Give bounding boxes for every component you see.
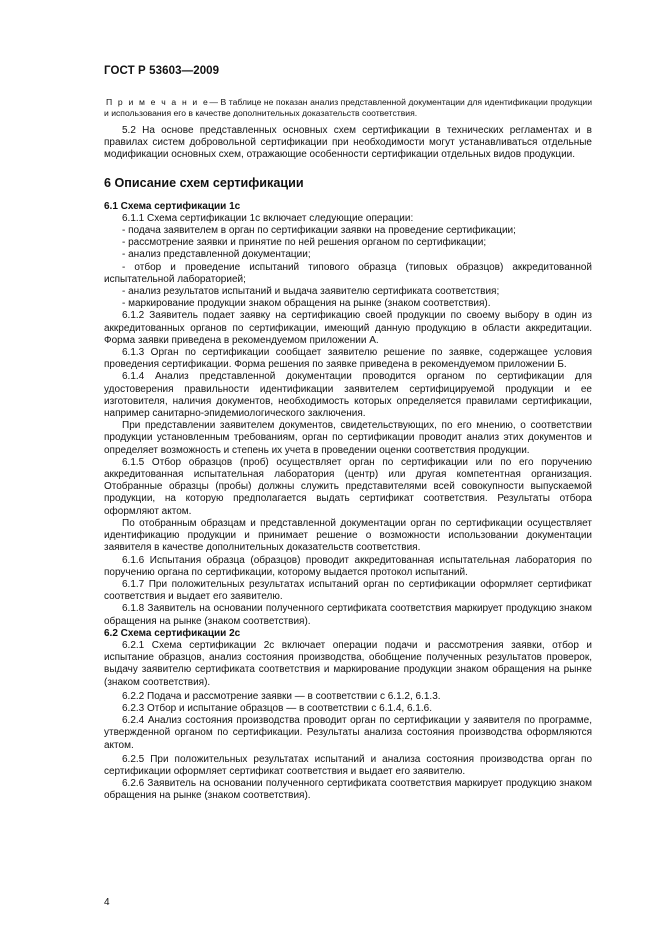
list-item: - отбор и проведение испытаний типового образца (типовых образцов) аккредитованной испытательной лабораторией;: [104, 261, 592, 285]
paragraph-6-1-3: 6.1.3 Орган по сертификации сообщает заявителю решение по заявке, содержащее условия проведения сертификации. Форма решения по заявке приведена в рекомендуемом приложении Б.: [104, 347, 592, 371]
paragraph-6-1-4-continued: При представлении заявителем документов, свидетельствующих, по его мнению, о соответствии продукции установленным требованиям, орган по сертификации проводит анализ этих документов и определяет возможность и степень их учета в проведении оценки соответствия продукции.: [104, 420, 592, 456]
paragraph-6-2-3: 6.2.3 Отбор и испытание образцов — в соответствии с 6.1.4, 6.1.6.: [122, 702, 432, 714]
subsection-heading-6-1: 6.1 Схема сертификации 1с: [104, 200, 241, 212]
paragraph-6-1-7: 6.1.7 При положительных результатах испытаний орган по сертификации оформляет сертификат соответствия и выдает его заявителю.: [104, 578, 592, 603]
list-item: - рассмотрение заявки и принятие по ней решения органом по сертификации;: [122, 237, 487, 249]
document-body: [104, 97, 592, 803]
paragraph-6-2-2: 6.2.2 Подача и рассмотрение заявки — в соответствии с 6.1.2, 6.1.3.: [122, 690, 441, 702]
paragraph-6-1-5-continued: По отобранным образцам и представленной документации орган по сертификации осуществляет идентификацию продукции и принимает решение о возможности использовании документации заявителя в качестве дополнительных доказательств соответствия.: [104, 517, 592, 554]
page-number: 4: [104, 897, 110, 908]
subsection-heading-6-2: 6.2 Схема сертификации 2с: [104, 627, 241, 639]
paragraph-6-1-2: 6.1.2 Заявитель подает заявку на сертификацию своей продукции по своему выбору в один из аккредитованных органов по сертификации, имеющий данную продукцию в области аккредитации. Форма заявки приведена в рекомендуемом приложении А.: [104, 310, 592, 346]
note-text: — В таблице не показан анализ представленной документации для идентификации продукции и использования его в качестве дополнительных доказательств соответствия.: [104, 97, 592, 118]
paragraph-6-2-1: 6.2.1 Схема сертификации 2с включает операции подачи и рассмотрения заявки, отбор и испытание образцов, анализ состояния производства, обобщение полученных результатов проверок, выдачу заявителю сертификата соответствия и маркирование продукции знаком обращения на рынке (знаком соответствия).: [104, 639, 592, 688]
paragraph-6-2-4: 6.2.4 Анализ состояния производства проводит орган по сертификации у заявителя по программе, утвержденной органом по сертификации. Результаты анализа состояния производства оформляются актом.: [104, 715, 592, 751]
list-item: - анализ представленной документации;: [122, 249, 311, 261]
paragraph-6-2-5: 6.2.5 При положительных результатах испытаний и анализа состояния производства орган по сертификации оформляет сертификат соответствия и выдает его заявителю.: [104, 753, 592, 777]
paragraph-5-2: 5.2 На основе представленных основных схем сертификации в технических регламентах и в правилах систем добровольной сертификации при необходимости могут устанавливаться отдельные модификации основных схем, отражающие особенности сертификации отдельных видов продукции.: [104, 125, 592, 161]
list-item: - анализ результатов испытаний и выдача заявителю сертификата соответствия;: [122, 286, 500, 298]
paragraph-6-1-5: 6.1.5 Отбор образцов (проб) осуществляет орган по сертификации или по его поручению аккредитованная испытательная лаборатория (центр) или другая компетентная организация. Отобранные образцы (пробы) должны служить представителями всей совокупности выпускаемой продукции, на которую предполагается выдать сертификат соответствия. Результаты отбора оформляют актом.: [104, 456, 592, 517]
list-item: - маркирование продукции знаком обращения на рынке (знаком соответствия).: [122, 298, 491, 310]
section-title: 6 Описание схем сертификации: [104, 175, 304, 190]
document-header: ГОСТ Р 53603—2009: [104, 65, 220, 77]
paragraph-6-2-6: 6.2.6 Заявитель на основании полученного сертификата соответствия маркирует продукцию знаком обращения на рынке (знаком соответствия).: [104, 778, 592, 802]
paragraph-6-1-6: 6.1.6 Испытания образца (образцов) проводит аккредитованная испытательная лаборатория по поручению органа по сертификации, которому выдается протокол испытаний.: [104, 554, 592, 578]
paragraph-6-1-8: 6.1.8 Заявитель на основании полученного сертификата соответствия маркирует продукцию знаком обращения на рынке (знаком соответствия).: [104, 603, 592, 627]
paragraph-6-1-4: 6.1.4 Анализ представленной документации проводится органом по сертификации для удостоверения правильности идентификации заявителем сертифицируемой продукции и ее изготовителя, наличия документов, необходимость которых определяется правилами сертификации, например санитарно-эпидемиологического заключения.: [104, 371, 592, 420]
table-note: [104, 97, 592, 119]
note-label: П р и м е ч а н и е: [106, 97, 210, 107]
list-item: - подача заявителем в орган по сертификации заявки на проведение сертификации;: [122, 225, 516, 237]
paragraph-6-1-1: 6.1.1 Схема сертификации 1с включает следующие операции:: [122, 212, 414, 224]
